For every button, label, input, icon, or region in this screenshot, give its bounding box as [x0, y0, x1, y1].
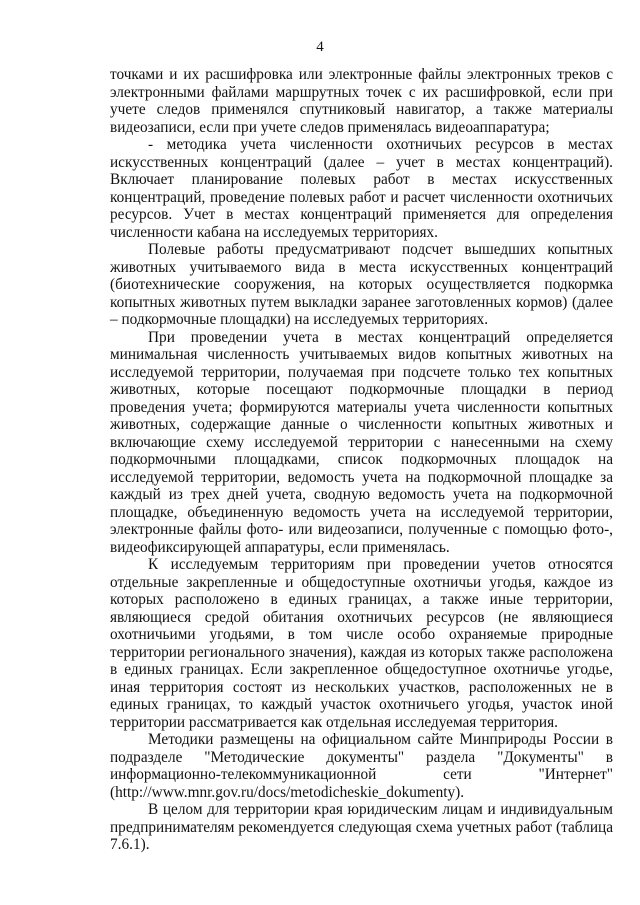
page-number: 4: [316, 39, 324, 55]
paragraph-recommended-scheme: В целом для территории края юридическим лицам и индивидуальным предпринимателям рекомендуется следующая схема учетных работ (таблица 7.6.1).: [110, 801, 613, 853]
paragraph-minimal-count: При проведении учета в местах концентраций определяется минимальная численность учитываемых видов копытных животных на исследуемой территории, получаемая при подсчете только тех копытных животных, которые посещают подкормочные площадки в период проведения учета; формируются материалы учета численности копытных животных, содержащие данные о численности копытных животных и включающие схему исследуемой территории с нанесенными на схему подкормочными площадками, список подкормочных площадок на исследуемой территории, ведомость учета на подкормочной площадке за каждый из трех дней учета, сводную ведомость учета на подкормочной площадке, объединенную ведомость учета на исследуемой территории, электронные файлы фото- или видеозаписи, полученные с помощью фото-, видеофиксирующей аппаратуры, если применялась.: [110, 328, 613, 556]
paragraph-methods-location: Методики размещены на официальном сайте Минприроды России в подразделе "Методические документы" раздела "Документы" в информационно-телекоммуникационной сети "Интернет" (http://www.mnr.gov.ru/docs/metodicheskie_dokumenty).: [110, 731, 613, 801]
paragraph-track-materials: точками и их расшифровка или электронные файлы электронных треков с электронными файлами маршрутных точек с их расшифровкой, если при учете следов применялся спутниковый навигатор, а также материалы видеозаписи, если при учете следов применялась видеоаппаратура;: [110, 66, 613, 136]
paragraph-concentration-method: - методика учета численности охотничьих ресурсов в местах искусственных концентраций (далее – учет в местах концентраций). Включает планирование полевых работ в местах искусственных концентраций, проведение полевых работ и расчет численности охотничьих ресурсов. Учет в местах концентраций применяется для определения численности кабана на исследуемых территориях.: [110, 136, 613, 241]
document-body: [110, 66, 613, 854]
paragraph-study-territories: К исследуемым территориям при проведении учетов относятся отдельные закрепленные и общедоступные охотничьи угодья, каждое из которых расположено в единых границах, а также иные территории, являющиеся средой обитания охотничьих ресурсов (не являющиеся охотничьими угодьями, в том числе особо охраняемые природные территории регионального значения), каждая из которых также расположена в единых границах. Если закрепленное общедоступное охотничье угодье, иная территория состоят из нескольких участков, расположенных не в единых границах, то каждый участок охотничьего угодья, участок иной территории рассматривается как отдельная исследуемая территория.: [110, 556, 613, 731]
paragraph-field-works: Полевые работы предусматривают подсчет вышедших копытных животных учитываемого вида в места искусственных концентраций (биотехнические сооружения, на которых осуществляется подкормка копытных животных путем выкладки заранее заготовленных кормов) (далее – подкормочные площадки) на исследуемых территориях.: [110, 241, 613, 328]
